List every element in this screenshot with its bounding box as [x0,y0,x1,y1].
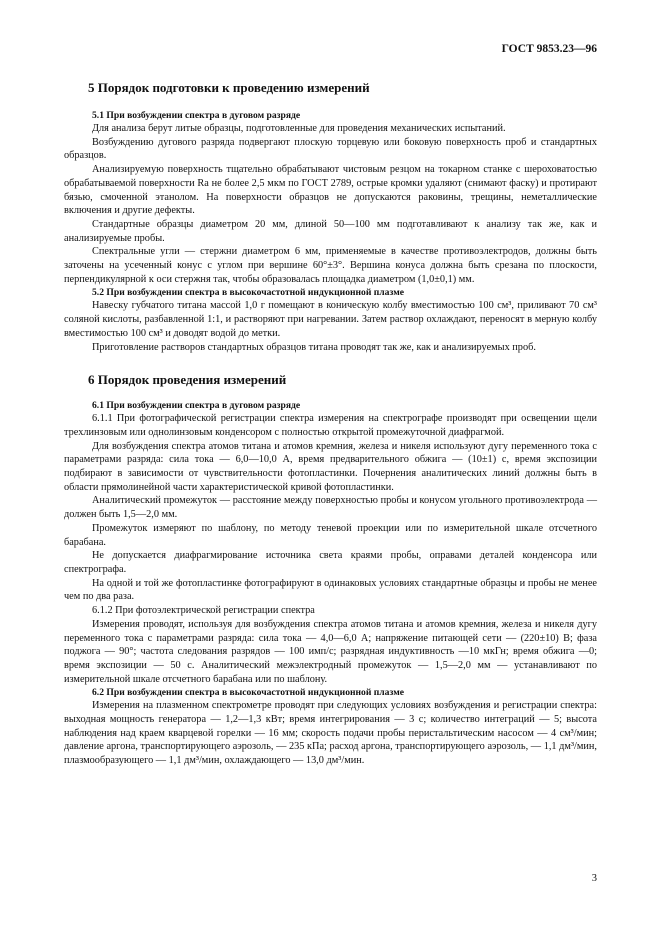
page-number: 3 [591,873,597,884]
paragraph: Промежуток измеряют по шаблону, по методу теневой проекции или по измерительной шкале отсчетного барабана. [64,522,597,548]
subsection-6-2-title: 6.2 При возбуждении спектра в высокочастотной индукционной плазме [92,687,404,699]
paragraph: Измерения проводят, используя для возбуждения спектра атомов титана и атомов кремния, железа и никеля дугу переменного тока с параметрами разряда: сила тока — 4,0—6,0 А; напряжение питающей сети — (220±10) В; фаза поджога — 90°; частота следования разрядов — 100 имп/с; разрядная индуктивность —10 мкГн; время обжига —0; время экспозиции — 50 с. Аналитический межэлектродный промежуток — 1,5—2,0 мм — устанавливают по измерительной шкале отсчетного барабана или по шаблону. [64,618,597,685]
subsection-5-1-title: 5.1 При возбуждении спектра в дуговом разряде [92,110,301,121]
paragraph: Стандартные образцы диаметром 20 мм, длиной 50—100 мм подготавливают к анализу так же, как и анализируемые пробы. [64,218,597,244]
paragraph: 6.1.1 При фотографической регистрации спектра измерения на спектрографе производят при освещении щели трехлинзовым или однолинзовым конденсором с полностью открытой промежуточной диафрагмой. [64,413,597,438]
section-5-title: 5 Порядок подготовки к проведению измерений [88,80,370,95]
paragraph: Спектральные угли — стержни диаметром 6 мм, применяемые в качестве противоэлектродов, должны быть заточены на усеченный конус с углом при вершине 60°±3°. Вершина конуса должна быть срезана по плоскости, перпендикулярной к оси стержня так, чтобы образовалась площадка диаметром (1,0±0,1) мм. [64,246,597,285]
subsection-5-2-title: 5.2 При возбуждении спектра в высокочастотной индукционной плазме [92,287,404,299]
paragraph: Аналитический промежуток — расстояние между поверхностью пробы и конусом угольного противоэлектрода — должен быть 1,5—2,0 мм. [64,495,597,521]
paragraph: Приготовление растворов стандартных образцов титана проводят так же, как и анализируемых проб. [92,341,536,353]
paragraph: Для анализа берут литые образцы, подготовленные для проведения механических испытаний. [92,123,506,134]
paragraph: Навеску губчатого титана массой 1,0 г помещают в коническую колбу вместимостью 100 см³, приливают 70 см³ соляной кислоты, разбавленной 1:1, и растворяют при нагревании. Затем раствор охлаждают, переносят в мерную колбу вместимостью 100 см³ и доводят водой до метки. [64,300,597,339]
subsection-6-1-title: 6.1 При возбуждении спектра в дуговом разряде [92,400,301,412]
paragraph: Возбуждению дугового разряда подвергают плоскую торцевую или боковую поверхность проб и стандартных образцов. [64,136,597,162]
paragraph: На одной и той же фотопластинке фотографируют в одинаковых условиях стандартные образцы и пробы не менее чем по два раза. [64,577,597,603]
paragraph: Анализируемую поверхность тщательно обрабатывают чистовым резцом на токарном станке с шероховатостью обрабатываемой поверхности Ra не более 2,5 мкм по ГОСТ 2789, острые кромки удаляют (снимают фаску) и протирают бязью, смоченной этанолом. На поверхности образцов не допускаются раковины, трещины, неметаллические включения и другие дефекты. [64,164,597,217]
paragraph: Измерения на плазменном спектрометре проводят при следующих условиях возбуждения и регистрации спектра: выходная мощность генератора — 1,2—1,3 кВт; время интегрирования — 3 с; количество интеграций — 5; высота наблюдения над краем кварцевой горелки — 16 мм; скорость подачи пробы перистальтическим насосом — 4 см³/мин; давление аргона, транспортирующего аэрозоль, — 235 кПа; расход аргона, транспортирующего аэрозоль, — 1,1 дм³/мин, плазмообразующего — 1,1 дм³/мин, охлаждающего — 13,0 дм³/мин. [64,700,597,767]
paragraph: Для возбуждения спектра атомов титана и атомов кремния, железа и никеля используют дугу переменного тока с параметрами разряда: сила тока — 6,0—10,0 А, время предварительного обжига — (10±1) с, время экспозиции подбирают в зависимости от чувствительности фотопластинки. Почернения аналитических линий должны быть в области прямолинейной части характеристической кривой фотопластинки. [64,440,597,493]
section-6-title: 6 Порядок проведения измерений [88,372,287,388]
standard-header: ГОСТ 9853.23—96 [501,43,597,55]
paragraph: 6.1.2 При фотоэлектрической регистрации спектра [92,605,315,617]
paragraph: Не допускается диафрагмирование источника света краями пробы, оправами деталей конденсора или спектрографа. [64,550,597,575]
